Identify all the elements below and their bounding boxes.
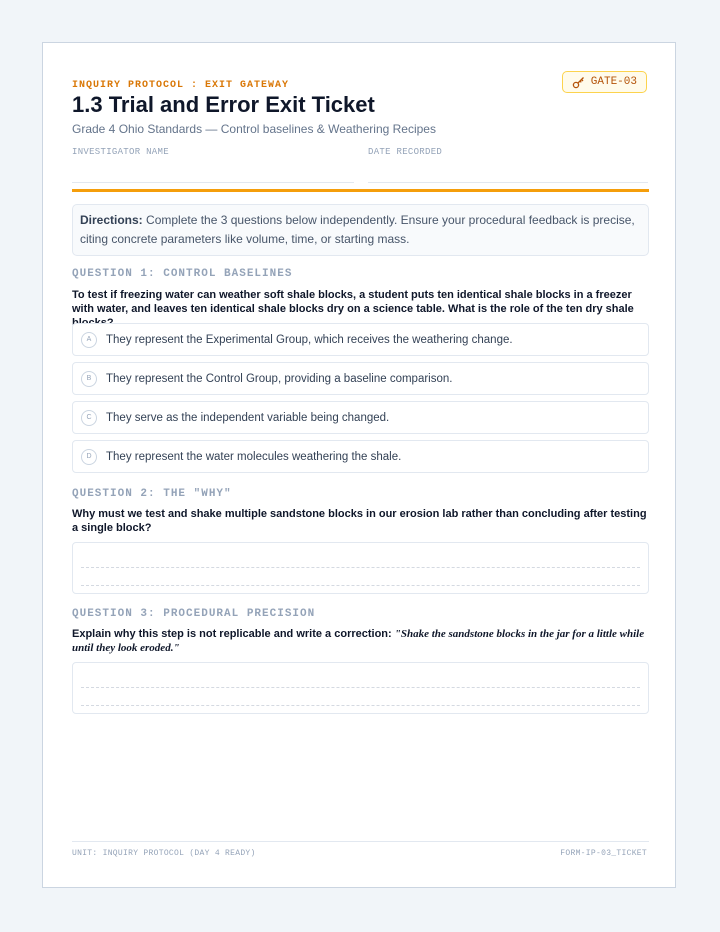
footer-unit-label: UNIT: INQUIRY PROTOCOL (DAY 4 READY) [72, 849, 256, 858]
gate-badge [562, 71, 647, 93]
answer-line [81, 705, 640, 706]
question-3-prompt [72, 627, 649, 655]
option-letter-c: C [81, 410, 97, 426]
option-letter-d: D [81, 449, 97, 465]
question-3-quote: "Shake the sandstone blocks in the jar for a little while until they look eroded." [72, 628, 645, 654]
question-1-heading: QUESTION 1: CONTROL BASELINES [72, 268, 293, 280]
question-3-answer-box[interactable] [72, 662, 649, 714]
option-letter-a: A [81, 332, 97, 348]
gate-badge-label: GATE-03 [590, 76, 637, 88]
question-1-option-c[interactable] [72, 401, 649, 434]
page-title: 1.3 Trial and Error Exit Ticket [72, 92, 375, 117]
footer-divider [72, 841, 649, 842]
protocol-eyebrow: INQUIRY PROTOCOL : EXIT GATEWAY [72, 80, 290, 91]
option-text-c: They serve as the independent variable being changed. [106, 411, 390, 424]
directions-box [72, 204, 649, 256]
directions-text: Complete the 3 questions below independently. Ensure your procedural feedback is precise, citing concrete parameters like volume, time, or starting mass. [80, 213, 635, 246]
option-text-a: They represent the Experimental Group, which receives the weathering change. [106, 333, 513, 346]
exit-ticket-sheet [42, 42, 676, 888]
key-icon [572, 76, 585, 89]
answer-line [81, 687, 640, 688]
question-1-option-b[interactable] [72, 362, 649, 395]
page-subtitle: Grade 4 Ohio Standards — Control baselines & Weathering Recipes [72, 122, 436, 136]
question-3-heading: QUESTION 3: PROCEDURAL PRECISION [72, 608, 316, 620]
option-letter-b: B [81, 371, 97, 387]
question-3-prompt-text: Explain why this step is not replicable and write a correction: [72, 628, 392, 640]
date-recorded-field[interactable] [368, 182, 648, 183]
option-text-b: They represent the Control Group, providing a baseline comparison. [106, 372, 453, 385]
date-recorded-label: DATE RECORDED [368, 147, 443, 157]
directions-label: Directions: [80, 213, 143, 227]
option-text-d: They represent the water molecules weathering the shale. [106, 450, 402, 463]
answer-line [81, 585, 640, 586]
header-divider [72, 189, 649, 192]
question-2-answer-box[interactable] [72, 542, 649, 594]
question-2-prompt: Why must we test and shake multiple sandstone blocks in our erosion lab rather than concluding after testing a single block? [72, 508, 647, 534]
question-1-option-a[interactable] [72, 323, 649, 356]
footer-form-id: FORM-IP-03_TICKET [560, 849, 647, 858]
investigator-name-label: INVESTIGATOR NAME [72, 147, 169, 157]
question-2-heading: QUESTION 2: THE "WHY" [72, 488, 232, 500]
answer-line [81, 567, 640, 568]
question-1-prompt: To test if freezing water can weather soft shale blocks, a student puts ten identical shale blocks in a freezer with water, and leaves ten identical shale blocks dry on a science table. What is the role of the ten dry shale [72, 289, 634, 315]
investigator-name-field[interactable] [72, 182, 354, 183]
question-1-option-d[interactable] [72, 440, 649, 473]
